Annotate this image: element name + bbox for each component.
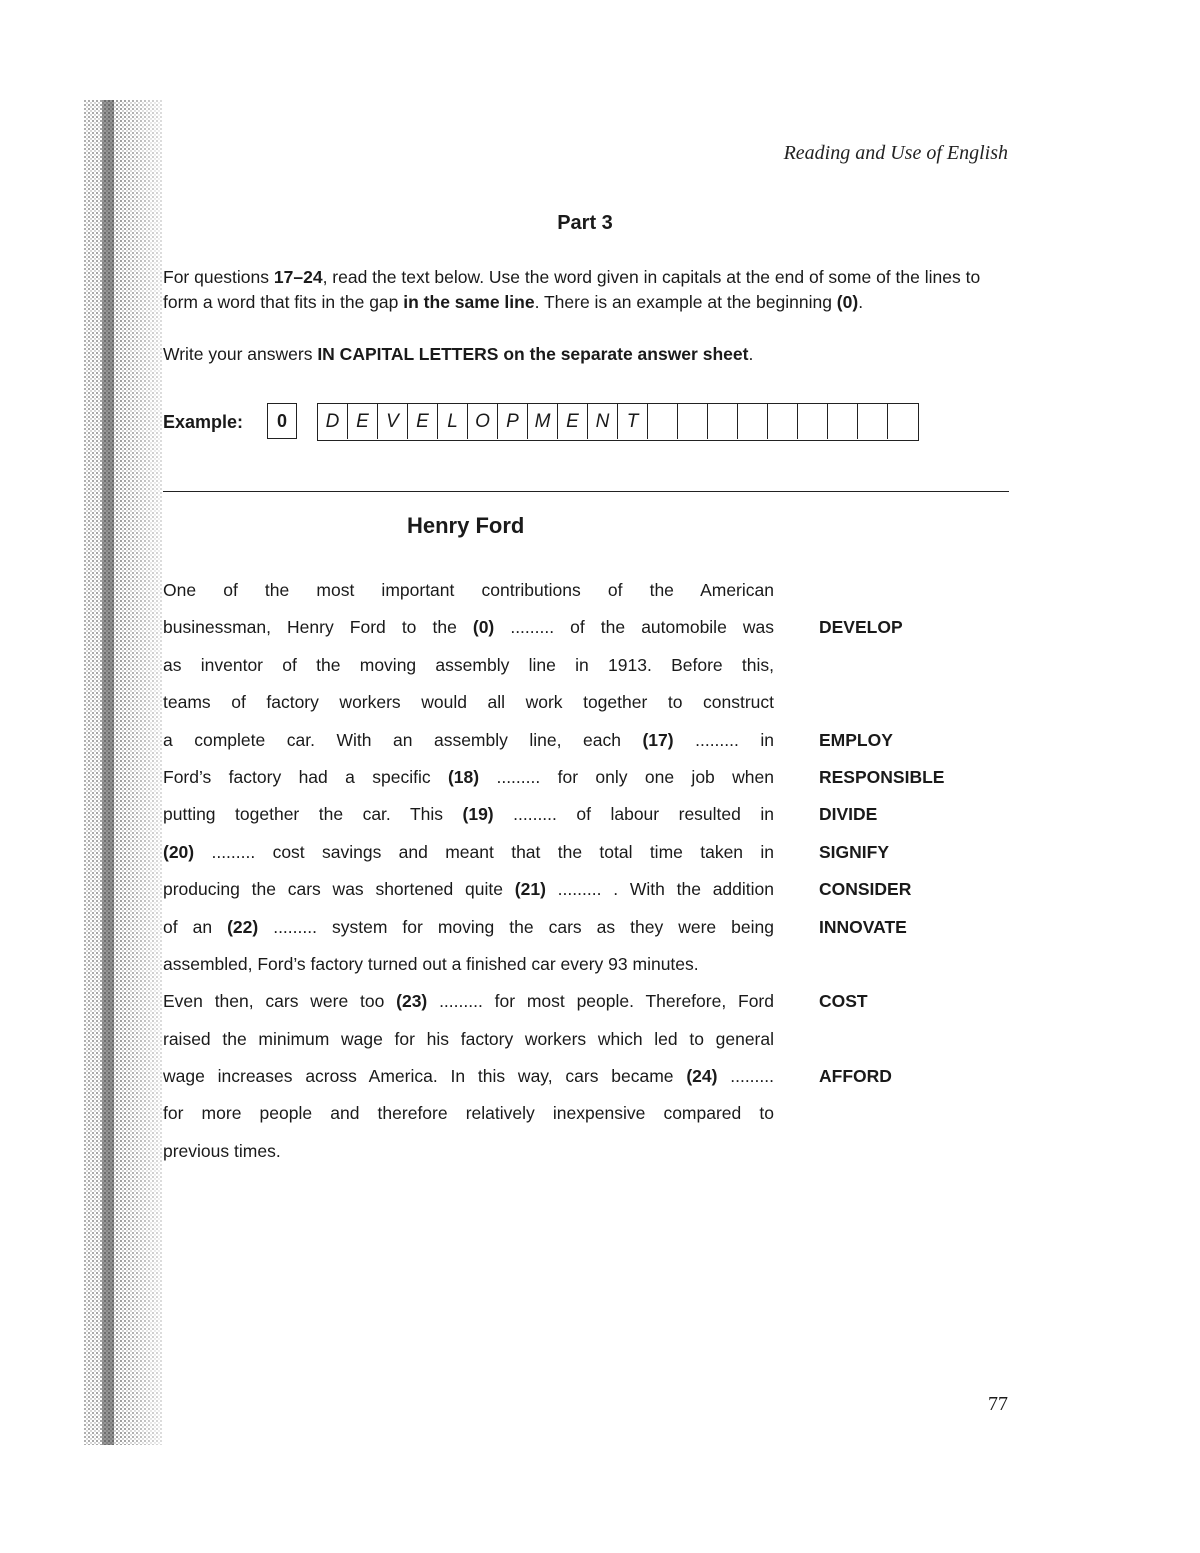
text-segment: ......... for only one job when <box>479 766 774 787</box>
text-line <box>163 949 774 986</box>
text-line <box>163 1024 774 1061</box>
text-segment: putting together the car. This <box>163 804 463 825</box>
instructions-paragraph-2: Write your answers IN CAPITAL LETTERS on the separate answer sheet. <box>163 344 754 364</box>
text-segment: raised the minimum wage for his factory workers which led to general <box>163 1028 774 1049</box>
gap-number: (20) <box>163 841 195 862</box>
text-line <box>163 912 774 949</box>
divider-rule <box>163 491 1009 492</box>
example-letter-box: D <box>318 404 348 439</box>
stem-word: INNOVATE <box>819 916 907 937</box>
stem-word: RESPONSIBLE <box>819 766 945 787</box>
text-segment: ......... of the automobile was <box>494 617 774 638</box>
example-letter-box <box>888 404 918 439</box>
text-segment: ......... cost savings and meant that the total time taken in <box>194 841 774 862</box>
example-letter-box: E <box>408 404 438 439</box>
text-segment: of an <box>163 916 228 937</box>
example-letter-box <box>858 404 888 439</box>
stem-word: DEVELOP <box>819 617 903 638</box>
text-segment: ......... in <box>673 729 774 750</box>
text-line <box>163 725 774 762</box>
stem-word: CONSIDER <box>819 879 912 900</box>
text-segment: previous times. <box>163 1140 281 1161</box>
stem-words-column <box>819 575 944 1173</box>
stem-word <box>819 949 944 986</box>
instructions-paragraph-1: For questions 17–24, read the text below. Use the word given in capitals at the end of some of the lines to form a word that fits in the gap in the same line. There is an example at the beginning (0). <box>163 267 981 312</box>
example-letter-box: P <box>498 404 528 439</box>
stem-word: COST <box>819 991 868 1012</box>
text-segment: as inventor of the moving assembly line in 1913. Before this, <box>163 654 774 675</box>
text-segment: for more people and therefore relatively inexpensive compared to <box>163 1103 774 1124</box>
example-letter-box: N <box>588 404 618 439</box>
example-letter-box: E <box>348 404 378 439</box>
text-line <box>163 650 774 687</box>
gap-number: (18) <box>447 766 480 787</box>
stem-word <box>819 1024 944 1061</box>
stem-word <box>819 650 944 687</box>
text-line <box>163 837 774 874</box>
text-segment: Even then, cars were too <box>163 991 397 1012</box>
text-line <box>163 874 774 911</box>
example-letter-box: T <box>618 404 648 439</box>
stem-word: DIVIDE <box>819 804 878 825</box>
stem-word: SIGNIFY <box>819 841 890 862</box>
text-segment: ......... <box>717 1066 774 1087</box>
example-label: Example: <box>163 412 244 432</box>
text-segment: assembled, Ford’s factory turned out a finished car every 93 minutes. <box>163 953 699 974</box>
gap-number: (24) <box>686 1066 718 1087</box>
example-letter-box <box>738 404 768 439</box>
part-title: Part 3 <box>557 212 613 234</box>
example-letter-box <box>708 404 738 439</box>
text-segment: businessman, Henry Ford to the <box>163 617 473 638</box>
example-letter-box <box>768 404 798 439</box>
text-segment: ......... . With the addition <box>545 879 774 900</box>
text-segment: ......... of labour resulted in <box>493 804 774 825</box>
running-header: Reading and Use of English <box>783 142 1008 164</box>
text-line <box>163 986 774 1023</box>
gap-number: (19) <box>462 804 494 825</box>
example-letter-box <box>648 404 678 439</box>
example-letter-box: M <box>528 404 558 439</box>
stem-word <box>819 1136 944 1173</box>
text-segment: ......... for most people. Therefore, Ford <box>427 991 774 1012</box>
page-number: 77 <box>988 1393 1008 1415</box>
text-segment: ......... system for moving the cars as they were being <box>258 916 774 937</box>
text-line <box>163 799 774 836</box>
gap-number: (23) <box>396 991 428 1012</box>
example-letter-box: L <box>438 404 468 439</box>
gap-number: (0) <box>472 617 495 638</box>
stem-word <box>819 575 944 612</box>
text-line <box>163 575 774 612</box>
text-body <box>163 575 774 1173</box>
gap-number: (22) <box>227 916 259 937</box>
stem-word <box>819 687 944 724</box>
example-letter-box <box>678 404 708 439</box>
example-letter-box: E <box>558 404 588 439</box>
stem-word: EMPLOY <box>819 729 893 750</box>
text-line <box>163 687 774 724</box>
stem-word: AFFORD <box>819 1066 892 1087</box>
example-letter-box: V <box>378 404 408 439</box>
text-line <box>163 1098 774 1135</box>
text-segment: producing the cars was shortened quite <box>163 879 515 900</box>
text-line <box>163 612 774 649</box>
text-line <box>163 1136 774 1173</box>
example-number-box: 0 <box>267 403 297 439</box>
text-segment: wage increases across America. In this way, cars became <box>163 1066 687 1087</box>
example-letter-box: O <box>468 404 498 439</box>
example-letter-box <box>828 404 858 439</box>
text-line <box>163 1061 774 1098</box>
text-title: Henry Ford <box>407 513 525 538</box>
example-letter-box <box>798 404 828 439</box>
text-segment: One of the most important contributions of the American <box>163 580 774 600</box>
text-segment: teams of factory workers would all work together to construct <box>163 692 774 713</box>
text-line <box>163 762 774 799</box>
gap-number: (17) <box>642 729 674 750</box>
text-segment: Ford’s factory had a specific <box>163 766 448 787</box>
gap-number: (21) <box>514 879 546 900</box>
stem-word <box>819 1098 944 1135</box>
text-segment: a complete car. With an assembly line, each <box>163 729 643 750</box>
example-answer-boxes <box>317 403 919 441</box>
